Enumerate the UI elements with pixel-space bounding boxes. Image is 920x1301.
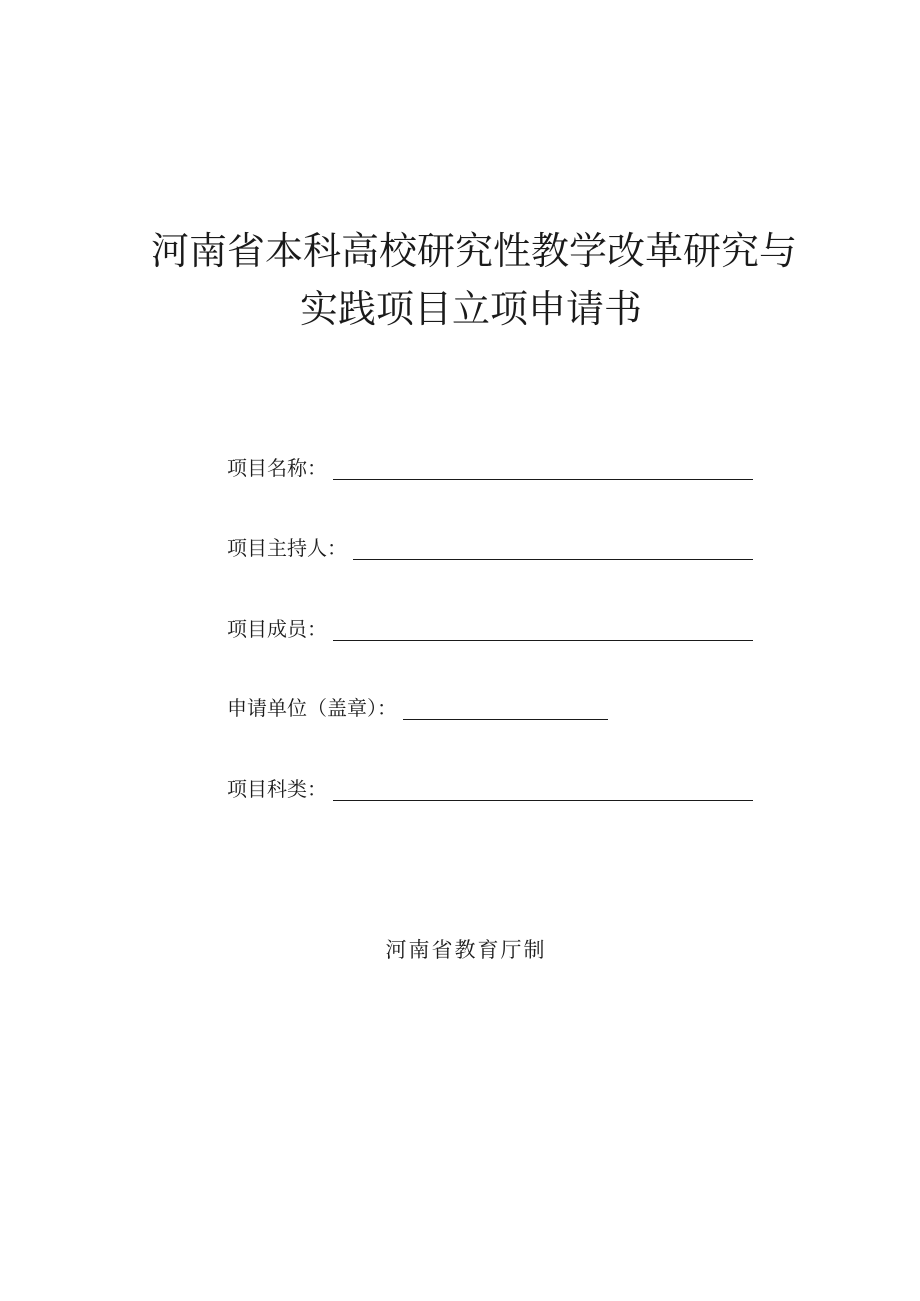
applicant-unit-fill-line[interactable] xyxy=(403,697,608,720)
project-leader-fill-line[interactable] xyxy=(353,537,753,560)
title-line-1: 河南省本科高校研究性教学改革研究与 xyxy=(151,229,798,273)
field-label-project-members: 项目成员： xyxy=(227,617,327,641)
field-applicant-unit xyxy=(227,690,608,720)
document-title xyxy=(0,222,920,338)
field-label-project-name: 项目名称： xyxy=(227,456,327,480)
field-project-members xyxy=(227,611,753,641)
field-label-applicant-unit: 申请单位（盖章）： xyxy=(227,696,397,720)
field-project-leader xyxy=(227,530,753,560)
issuer-footer: 河南省教育厅制 xyxy=(385,938,547,962)
project-name-fill-line[interactable] xyxy=(333,457,753,480)
title-line-2: 实践项目立项申请书 xyxy=(300,287,643,331)
field-label-project-leader: 项目主持人： xyxy=(227,536,347,560)
field-project-name xyxy=(227,450,753,480)
field-label-project-category: 项目科类： xyxy=(227,777,327,801)
project-category-fill-line[interactable] xyxy=(333,778,753,801)
field-project-category xyxy=(227,771,753,801)
project-members-fill-line[interactable] xyxy=(333,618,753,641)
